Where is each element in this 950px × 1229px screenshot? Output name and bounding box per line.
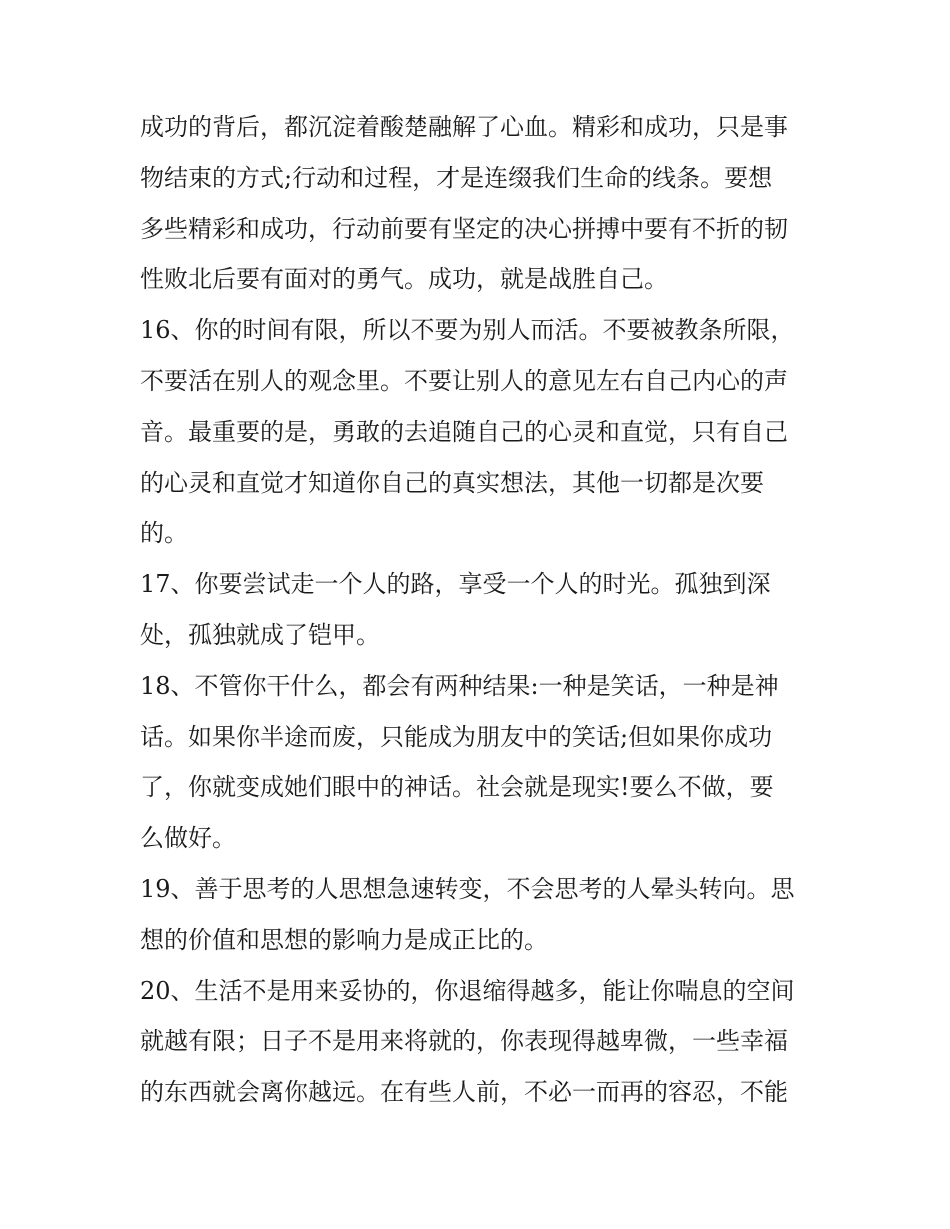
- text-line: 不要活在别人的观念里。不要让别人的意见左右自己内心的声: [140, 366, 788, 395]
- text-line: 话。如果你半途而废，只能成为朋友中的笑话;但如果你成功: [140, 722, 773, 751]
- text-line: 的东西就会离你越远。在有些人前，不必一而再的容忍，不能: [140, 1078, 788, 1107]
- text-line: 多些精彩和成功，行动前要有坚定的决心拼搏中要有不折的韧: [140, 214, 788, 243]
- text-line: 18、不管你干什么，都会有两种结果:一种是笑话，一种是神: [140, 671, 779, 700]
- text-line: 16、你的时间有限，所以不要为别人而活。不要被教条所限，: [140, 316, 795, 345]
- text-line: 的。: [140, 519, 188, 548]
- text-line: 了，你就变成她们眼中的神话。社会就是现实!要么不做，要: [140, 773, 774, 802]
- text-line: 19、善于思考的人思想急速转变，不会思考的人晕头转向。思: [140, 874, 795, 903]
- text-line: 音。最重要的是，勇敢的去追随自己的心灵和直觉，只有自己: [140, 417, 788, 446]
- document-body: [140, 102, 820, 1118]
- text-line: 17、你要尝试走一个人的路，享受一个人的时光。孤独到深: [140, 570, 771, 599]
- text-line: 就越有限；日子不是用来将就的，你表现得越卑微，一些幸福: [140, 1027, 788, 1056]
- text-line: 想的价值和思想的影响力是成正比的。: [140, 925, 548, 954]
- text-line: 性败北后要有面对的勇气。成功，就是战胜自己。: [140, 265, 668, 294]
- text-line: 20、生活不是用来妥协的，你退缩得越多，能让你喘息的空间: [140, 976, 795, 1005]
- text-line: 处，孤独就成了铠甲。: [140, 620, 380, 649]
- text-line: 的心灵和直觉才知道你自己的真实想法，其他一切都是次要: [140, 468, 764, 497]
- text-line: 么做好。: [140, 824, 236, 853]
- text-line: 物结束的方式;行动和过程，才是连缀我们生命的线条。要想: [140, 163, 773, 192]
- text-line: 成功的背后，都沉淀着酸楚融解了心血。精彩和成功，只是事: [140, 113, 788, 141]
